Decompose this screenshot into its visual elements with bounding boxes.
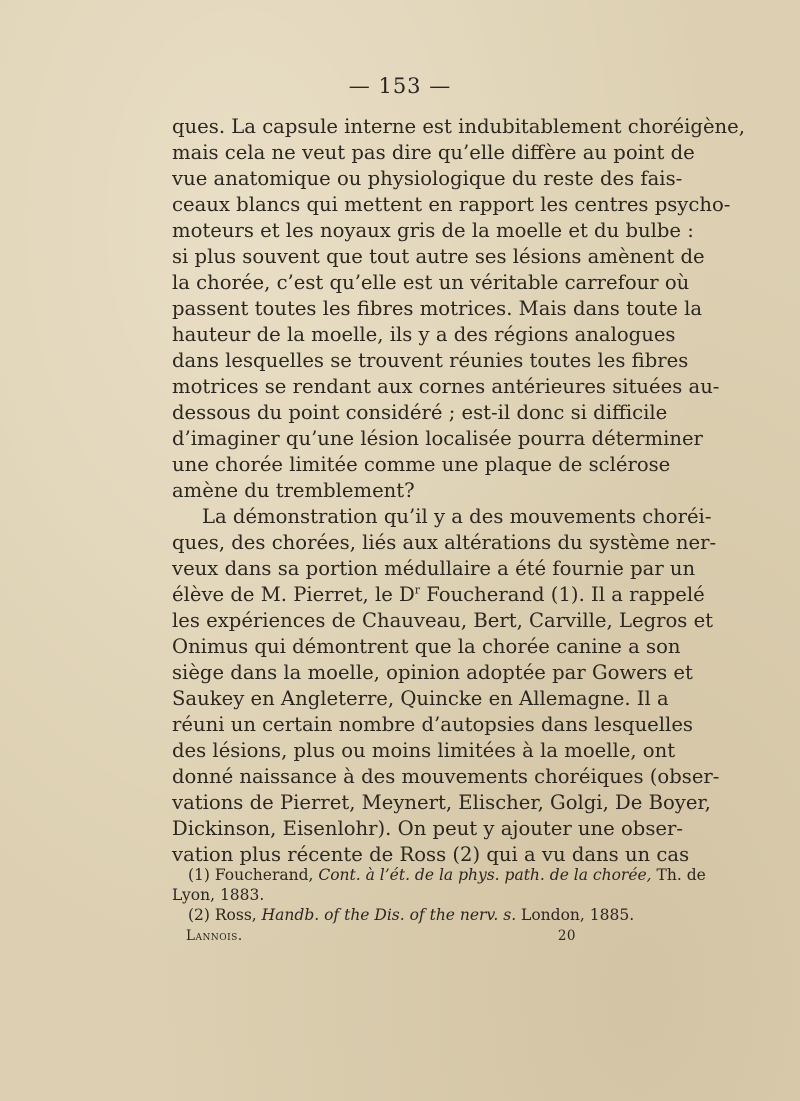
superscript: r xyxy=(414,583,421,597)
text-line: vue anatomique ou physiologique du reste des fais- xyxy=(172,167,683,190)
text-line: ques, des chorées, liés aux altérations du système ner- xyxy=(172,531,717,554)
text-line: La démonstration qu’il y a des mouvements choréi- xyxy=(202,505,712,528)
text-line: Saukey en Angleterre, Quincke en Allemagne. Il a xyxy=(172,687,669,710)
footnote-text: Th. de xyxy=(651,866,706,884)
text-line: la chorée, c’est qu’elle est un véritable carrefour où xyxy=(172,271,690,294)
footnotes xyxy=(172,865,706,925)
footnote-1-continued: Lyon, 1883. xyxy=(172,886,265,904)
text-line: mais cela ne veut pas dire qu’elle diffère au point de xyxy=(172,141,695,164)
footnote-1 xyxy=(172,865,706,885)
text-line: ques. La capsule interne est indubitablement choréigène, xyxy=(172,115,745,138)
text-line: passent toutes les fibres motrices. Mais dans toute la xyxy=(172,297,703,320)
page-number: — 153 — xyxy=(348,74,452,98)
text-line: amène du tremblement? xyxy=(172,479,415,502)
text-segment: Foucherand (1). Il a rappelé xyxy=(420,583,705,606)
text-line: d’imaginer qu’une lésion localisée pourra déterminer xyxy=(172,427,703,450)
text-line: veux dans sa portion médullaire a été fournie par un xyxy=(172,557,696,580)
footnote-text: (1) Foucherand, xyxy=(188,866,319,884)
text-segment: élève de M. Pierret, le D xyxy=(172,583,415,606)
text-line: vations de Pierret, Meynert, Elischer, Golgi, De Boyer, xyxy=(172,791,711,814)
text-line: les expériences de Chauveau, Bert, Carville, Legros et xyxy=(172,609,714,632)
text-line: Dickinson, Eisenlohr). On peut y ajouter une obser- xyxy=(172,817,683,840)
text-line: vation plus récente de Ross (2) qui a vu dans un cas xyxy=(172,843,690,866)
text-line: ceaux blancs qui mettent en rapport les centres psycho- xyxy=(172,193,731,216)
text-line: siège dans la moelle, opinion adoptée par Gowers et xyxy=(172,661,693,684)
text-line: dans lesquelles se trouvent réunies toutes les fibres xyxy=(172,349,689,372)
signature-sheet-number: 20 xyxy=(557,928,576,944)
body-text xyxy=(172,114,745,868)
text-line: des lésions, plus ou moins limitées à la moelle, ont xyxy=(172,739,676,762)
signature-author: Lannois. xyxy=(186,928,243,944)
text-line: moteurs et les noyaux gris de la moelle et du bulbe : xyxy=(172,219,694,242)
text-line: hauteur de la moelle, ils y a des régions analogues xyxy=(172,323,676,346)
footnote-2 xyxy=(172,905,635,925)
text-line: si plus souvent que tout autre ses lésions amènent de xyxy=(172,245,705,268)
text-line: une chorée limitée comme une plaque de sclérose xyxy=(172,453,671,476)
footnote-text: London, 1885. xyxy=(516,906,635,924)
text-line-with-superscript xyxy=(172,582,705,608)
text-line: dessous du point considéré ; est-il donc si difficile xyxy=(172,401,668,424)
footnote-text: (2) Ross, xyxy=(188,906,262,924)
text-line: réuni un certain nombre d’autopsies dans lesquelles xyxy=(172,713,693,736)
text-line: Onimus qui démontrent que la chorée canine a son xyxy=(172,635,681,658)
text-line: donné naissance à des mouvements choréiques (obser- xyxy=(172,765,720,788)
text-line: motrices se rendant aux cornes antérieures situées au- xyxy=(172,375,720,398)
footnote-title: Handb. of the Dis. of the nerv. s. xyxy=(261,906,517,924)
footnote-title: Cont. à l’ét. de la phys. path. de la chorée, xyxy=(318,866,652,884)
